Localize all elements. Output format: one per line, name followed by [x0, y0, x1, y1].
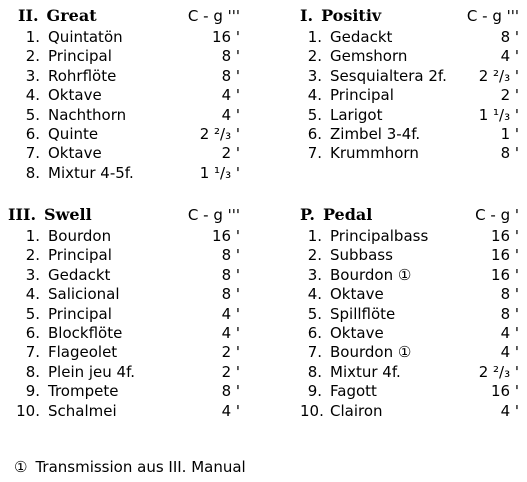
stop-pitch: 8 ' [500, 285, 519, 304]
stop-pitch: 4 ' [221, 323, 240, 342]
stop-number: 2. [307, 246, 322, 265]
stop-row [300, 125, 519, 144]
stop-number: 9. [307, 382, 322, 401]
stop-name: Clairon [330, 401, 383, 420]
footnote [14, 458, 246, 476]
stop-name: Salicional [48, 285, 120, 304]
stop-pitch: 4 ' [221, 105, 240, 124]
stop-pitch: 8 ' [500, 28, 519, 46]
stop-row [8, 343, 240, 362]
stop-pitch: 8 ' [221, 382, 240, 401]
stop-number: 1. [25, 28, 40, 46]
division-great [18, 6, 240, 183]
stop-row [300, 86, 519, 105]
stop-pitch: 2 ²/₃ ' [199, 124, 240, 143]
stop-row [8, 402, 240, 421]
stop-name: Gedackt [48, 265, 111, 284]
stop-number: 6. [25, 124, 40, 143]
stop-pitch: 8 ' [500, 144, 519, 163]
division-header [8, 205, 240, 227]
stop-pitch: 4 ' [221, 401, 240, 420]
division-range: C - g ''' [187, 7, 240, 25]
stop-row [8, 227, 240, 246]
stop-pitch: 4 ' [500, 323, 519, 342]
division-numeral: I. [300, 6, 314, 25]
stop-number: 7. [25, 144, 40, 163]
footnote-text: Transmission aus III. Manual [35, 458, 246, 476]
stop-row [8, 285, 240, 304]
stop-pitch: 8 ' [500, 304, 519, 323]
stop-name: Principal [330, 86, 394, 105]
stop-name: Flageolet [48, 343, 118, 362]
stop-number: 5. [307, 105, 322, 124]
stop-pitch: 1 ¹/₃ ' [478, 105, 519, 124]
division-numeral: II. [18, 6, 39, 25]
stop-row [300, 227, 519, 246]
stop-pitch: 8 ' [221, 246, 240, 265]
stop-number: 5. [307, 304, 322, 323]
stop-name: Principal [48, 246, 112, 265]
division-range: C - g ''' [187, 206, 240, 224]
stop-row [18, 164, 240, 183]
stop-name: Gedackt [330, 28, 393, 46]
stop-pitch: 1 ¹/₃ ' [199, 163, 240, 182]
stop-row [18, 67, 240, 86]
stop-name: Sesquialtera 2f. [330, 66, 447, 85]
stop-name: Principalbass [330, 227, 429, 245]
division-pedal [300, 205, 519, 421]
stop-number: 4. [307, 285, 322, 304]
stop-pitch: 16 ' [491, 227, 519, 245]
stop-name: Quinte [48, 124, 99, 143]
stop-row [300, 382, 519, 401]
stop-name: Oktave [330, 285, 384, 304]
stop-pitch: 16 ' [491, 265, 519, 284]
stop-list [8, 227, 240, 421]
stop-pitch: 8 ' [221, 265, 240, 284]
stop-pitch: 8 ' [221, 47, 240, 66]
division-positiv [300, 6, 519, 164]
stop-row [8, 363, 240, 382]
division-range: C - g ' [475, 206, 519, 224]
division-title: Great [46, 6, 97, 25]
stop-row [18, 86, 240, 105]
stop-row [300, 106, 519, 125]
stop-name: Zimbel 3-4f. [330, 124, 421, 143]
stop-number: 2. [25, 246, 40, 265]
stop-row [18, 47, 240, 66]
stop-number: 4. [25, 285, 40, 304]
division-header [18, 6, 240, 28]
stop-name: Principal [48, 47, 112, 66]
stop-row [8, 246, 240, 265]
stop-name: Subbass [330, 246, 393, 265]
stop-number: 1. [307, 28, 322, 46]
stop-pitch: 4 ' [500, 343, 519, 362]
stop-number: 3. [307, 66, 322, 85]
stop-number: 6. [307, 124, 322, 143]
stop-list [300, 227, 519, 421]
stop-name: Oktave [48, 86, 102, 105]
stop-pitch: 16 ' [212, 28, 240, 46]
stop-pitch: 2 ²/₃ ' [478, 66, 519, 85]
stop-name: Krummhorn [330, 144, 419, 163]
footnote-mark: ① [14, 458, 28, 476]
stop-number: 8. [25, 362, 40, 381]
stop-pitch: 2 ' [221, 362, 240, 381]
stop-number: 2. [25, 47, 40, 66]
stop-number: 3. [307, 265, 322, 284]
stop-row [300, 47, 519, 66]
stop-name: Spillflöte [330, 304, 396, 323]
stop-row [300, 402, 519, 421]
stop-number: 1. [307, 227, 322, 245]
stop-row [300, 266, 519, 285]
stop-number: 3. [25, 265, 40, 284]
stop-pitch: 4 ' [500, 47, 519, 66]
division-header [300, 205, 519, 227]
stop-name: Blockflöte [48, 323, 123, 342]
stop-row [300, 28, 519, 47]
division-title: Swell [44, 205, 92, 224]
stop-name: Larigot [330, 105, 383, 124]
division-swell [8, 205, 240, 421]
stop-number: 10. [16, 401, 40, 420]
stop-number: 5. [25, 105, 40, 124]
stop-number: 3. [25, 66, 40, 85]
stop-pitch: 8 ' [221, 66, 240, 85]
stop-row [300, 343, 519, 362]
stop-number: 6. [307, 323, 322, 342]
stop-pitch: 2 ' [500, 86, 519, 105]
stop-name: Bourdon ① [330, 265, 412, 284]
stop-number: 7. [307, 343, 322, 362]
stop-number: 6. [25, 323, 40, 342]
division-range: C - g ''' [466, 7, 519, 25]
stop-row [8, 305, 240, 324]
stop-name: Quintatön [48, 28, 123, 46]
stop-name: Mixtur 4-5f. [48, 163, 134, 182]
division-title: Positiv [321, 6, 382, 25]
stop-name: Oktave [48, 144, 102, 163]
stop-row [18, 125, 240, 144]
stop-row [18, 144, 240, 163]
stop-pitch: 16 ' [491, 246, 519, 265]
stop-name: Rohrflöte [48, 66, 117, 85]
stop-pitch: 8 ' [221, 285, 240, 304]
division-numeral: III. [8, 205, 37, 224]
stop-number: 10. [300, 401, 324, 420]
stop-row [300, 144, 519, 163]
stop-name: Gemshorn [330, 47, 408, 66]
stop-name: Oktave [330, 323, 384, 342]
stop-pitch: 4 ' [500, 401, 519, 420]
stop-number: 4. [307, 86, 322, 105]
stop-pitch: 2 ' [221, 144, 240, 163]
stop-name: Plein jeu 4f. [48, 362, 136, 381]
stop-row [18, 106, 240, 125]
stop-pitch: 1 ' [500, 124, 519, 143]
stop-name: Principal [48, 304, 112, 323]
stop-name: Nachthorn [48, 105, 127, 124]
division-title: Pedal [322, 205, 373, 224]
stop-name: Bourdon ① [330, 343, 412, 362]
stop-row [300, 246, 519, 265]
stop-row [8, 324, 240, 343]
stop-number: 5. [25, 304, 40, 323]
stop-name: Bourdon [48, 227, 112, 245]
division-header [300, 6, 519, 28]
stop-number: 1. [25, 227, 40, 245]
stop-number: 7. [307, 144, 322, 163]
stop-name: Mixtur 4f. [330, 362, 401, 381]
stop-list [300, 28, 519, 164]
stop-pitch: 16 ' [212, 227, 240, 245]
stop-number: 8. [25, 163, 40, 182]
stop-row [8, 382, 240, 401]
stop-row [300, 305, 519, 324]
stop-number: 7. [25, 343, 40, 362]
stop-row [300, 324, 519, 343]
stop-pitch: 4 ' [221, 86, 240, 105]
stop-number: 8. [307, 362, 322, 381]
stop-name: Trompete [48, 382, 119, 401]
stop-row [300, 67, 519, 86]
stop-row [8, 266, 240, 285]
stop-row [300, 285, 519, 304]
stop-pitch: 4 ' [221, 304, 240, 323]
division-numeral: P. [300, 205, 315, 224]
stop-pitch: 2 ' [221, 343, 240, 362]
stop-number: 4. [25, 86, 40, 105]
stop-number: 9. [25, 382, 40, 401]
stop-pitch: 2 ²/₃ ' [478, 362, 519, 381]
stop-list [18, 28, 240, 183]
stop-row [300, 363, 519, 382]
stop-name: Schalmei [48, 401, 117, 420]
stop-pitch: 16 ' [491, 382, 519, 401]
stop-number: 2. [307, 47, 322, 66]
stop-row [18, 28, 240, 47]
stop-name: Fagott [330, 382, 377, 401]
